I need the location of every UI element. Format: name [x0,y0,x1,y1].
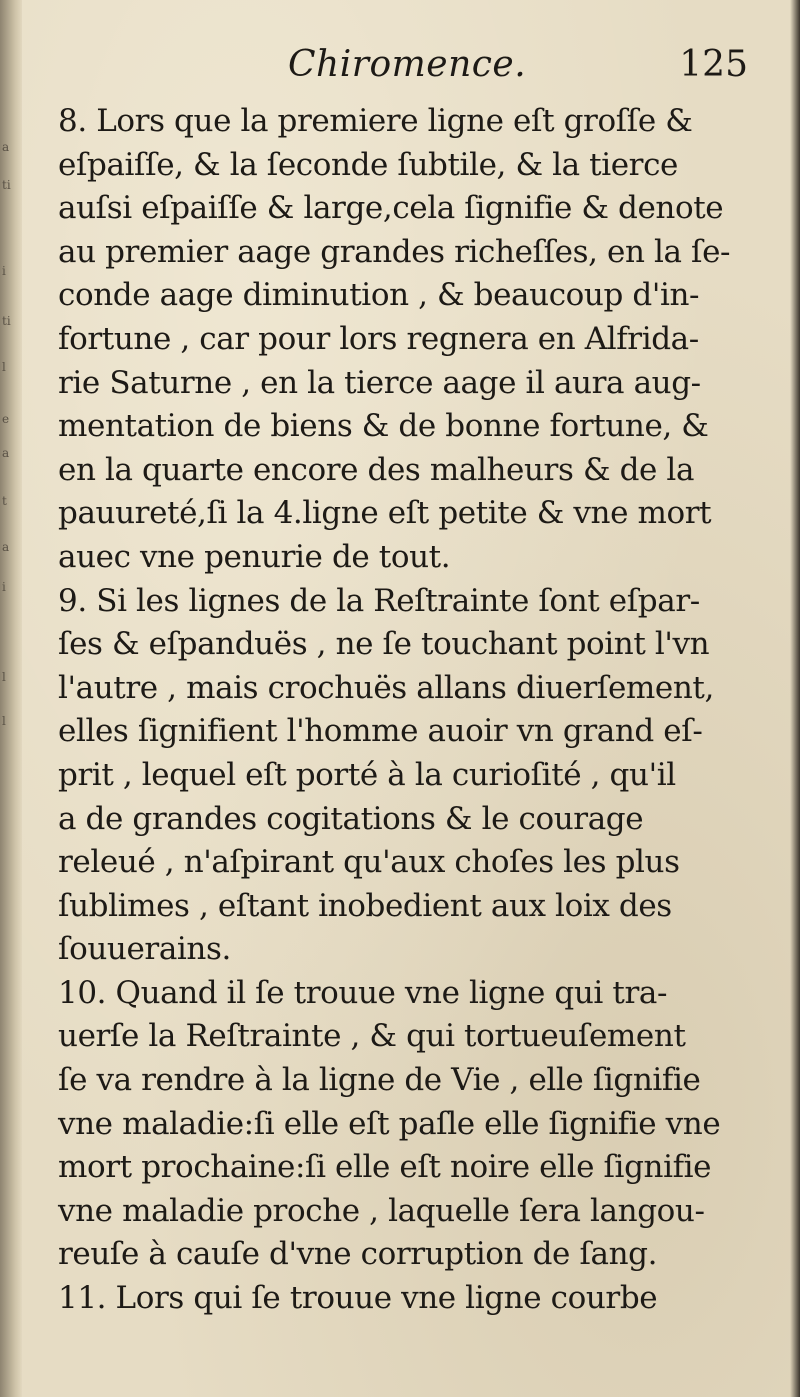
text-line: vne maladie proche , laquelle ſera langou- [58,1192,705,1229]
text-line: reuſe à cauſe d'vne corruption de ſang. [58,1236,658,1273]
bleed-through-mark: ti [2,178,11,192]
text-line: fortune , car pour lors regnera en Alfrida- [58,320,699,357]
bleed-through-mark: i [2,264,6,278]
bleed-through-mark: t [2,494,7,508]
page-number: 125 [679,44,748,85]
bleed-through-mark: l [2,360,6,374]
text-line: 9. Si les lignes de la Reſtrainte ſont eſpar- [58,582,700,619]
text-line: uerſe la Reſtrainte , & qui tortueuſement [58,1018,686,1055]
text-line: 8. Lors que la premiere ligne eſt groſſe & [58,103,693,139]
text-line: ſe va rendre à la ligne de Vie , elle ſignifie [58,1062,701,1099]
bleed-through-mark: a [2,140,10,154]
page-edge-shadow [790,0,800,1397]
bleed-through-mark: a [2,446,10,460]
text-line: conde aage diminution , & beaucoup d'in- [58,277,700,314]
bleed-through-mark: a [2,540,10,554]
text-line: prit , lequel eſt porté à la curioſité , qu'il [58,756,676,793]
text-line: en la quarte encore des malheurs & de la [58,451,695,488]
text-line: eſpaiſſe, & la ſeconde ſubtile, & la tierce [58,146,678,183]
text-line: ſes & eſpanduës , ne ſe touchant point l'vn [58,626,710,663]
bleed-through-mark: e [2,412,10,426]
binding-gutter [0,0,22,1397]
bleed-through-mark: l [2,714,6,728]
running-title: Chiromence. [288,44,527,85]
bleed-through-mark: ti [2,314,11,328]
bleed-through-mark: i [2,580,6,594]
text-line: auec vne penurie de tout. [58,538,451,575]
text-line: ſublimes , eſtant inobedient aux loix des [58,887,672,924]
text-line: a de grandes cogitations & le courage [58,800,644,837]
text-line: vne maladie:ſi elle eſt paſle elle ſignifie vne [58,1105,721,1142]
text-line: 10. Quand il ſe trouue vne ligne qui tra- [58,974,668,1011]
bleed-through-mark: l [2,670,6,684]
text-line: auſsi eſpaiſſe & large,cela ſignifie & denote [58,190,724,227]
text-line: l'autre , mais crochuës allans diuerſement, [58,669,714,706]
text-line: 11. Lors qui ſe trouue vne ligne courbe [58,1280,658,1317]
text-line: elles ſignifient l'homme auoir vn grand eſ- [58,713,703,750]
text-line: pauureté,ſi la 4.ligne eſt petite & vne mort [58,495,712,532]
text-line: mort prochaine:ſi elle eſt noire elle ſignifie [58,1149,712,1186]
body-text [58,100,758,1321]
text-line: rie Saturne , en la tierce aage il aura aug- [58,364,701,401]
text-line: au premier aage grandes richeſſes, en la ſe- [58,233,731,270]
text-line: mentation de biens & de bonne fortune, & [58,408,709,445]
page-header [60,40,760,90]
text-line: ſouuerains. [58,931,231,968]
text-line: releué , n'aſpirant qu'aux choſes les plus [58,844,680,881]
